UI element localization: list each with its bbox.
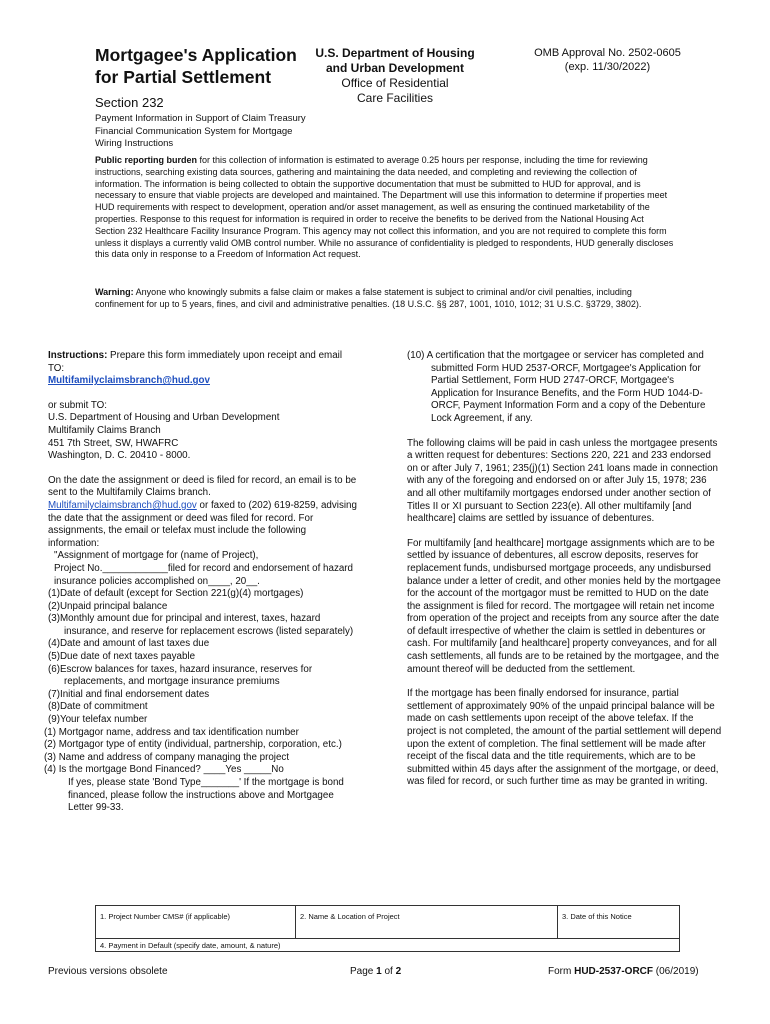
notice-date-field[interactable]: 3. Date of this Notice [562,912,632,921]
cash-claims-paragraph: The following claims will be paid in cash unless the mortgagee presents a written request for debentures: Sections 220, 221 and 233 endorsed on or after July 7, 1961; 235(j)(1) Section 241 loans made in connection with any of the foregoing and endorsed on or after July 15, 1978; 236 and all other multifamily mortgages endorsed under another section of Titles II or XI pursuant to Section 223(e). All other multifamily [and healthcare] claims are settled by issuance of debentures. [407,437,718,525]
title-block [95,44,310,151]
assignment-instructions: On the date the assignment or deed is filed for record, an email is to be sent to the Multifamily Claims branch. Multifamilyclaimsbranch@hud.gov or faxed to (202) 619-8259, advising the date that the assignment or deed was filed for record. For assignments, the email or telefax must include the following information: [48,474,357,549]
settlement-column [407,350,722,789]
required-info-item: (1)Date of default (except for Section 221(g)(4) mortgages) [48,588,304,600]
address-line: Multifamily Claims Branch [48,424,161,436]
assignment-quote-2: Project No.____________filed for record and endorsement of hazard insurance policies accomplished on____, 20__. [54,562,354,587]
form-title: Mortgagee's Application for Partial Settlement [95,45,297,87]
submit-label: or submit TO: [48,399,107,411]
form-row [96,906,679,939]
required-info-item: (4)Date and amount of last taxes due [48,638,210,650]
required-info-item: (9)Your telefax number [48,714,148,726]
public-reporting-burden: Public reporting burden for this collection of information is estimated to average 0.25 hours per response, including the time for reviewing instructions, searching existing data sources, gathering and maintaining the data needed, and completing and reviewing the collection of information. The information is being collected to obtain the supportive documentation that must be submitted to HUD for approval, and is necessary to ensure that viable projects are developed and maintained. The Department will use this information to determine if properties meet HUD requirements with respect to development, operation and/or asset management, as well as ensuring the continued marketability of the properties. Response to this request for information is required in order to receive the benefits to be derived from the National Housing Act Section 232 Healthcare Facility Insurance Program. This agency may not collect this information, and you are not required to complete this form unless it displays a currently valid OMB control number. While no assurance of confidentiality is pledged to respondents, HUD generally discloses this data only in response to a Freedom of Information Act request. [95,155,674,260]
required-info-item: (8)Date of commitment [48,701,148,713]
bond-instructions: If yes, please state 'Bond Type_______' If the mortgage is bond financed, please follow the instructions above and Mortgagee Letter 99-33. [68,777,344,814]
required-info-item: (6)Escrow balances for taxes, hazard insurance, reserves for replacements, and mortgage insurance premiums [48,663,313,688]
mortgagor-info-item: (2) Mortgagor type of entity (individual, partnership, corporation, etc.) [44,739,342,751]
payment-default-field[interactable]: 4. Payment in Default (specify date, amount, & nature) [100,941,281,950]
certification-item: (10) A certification that the mortgagee or servicer has completed and submitted Form HUD 2537-ORCF, Mortgagee's Application for Partial Settlement, Form HUD 2747-ORCF, Mortgagee's Application for Insurance Benefits, and the Form HUD 1044-D-ORCF, Payment Information Form and a copy of the Debenture Lock Agreement, if any. [407,350,706,424]
mortgagor-info-item: (4) Is the mortgage Bond Financed? ____Yes _____No [44,764,284,776]
address-line: U.S. Department of Housing and Urban Development [48,412,280,424]
partial-settlement-paragraph: If the mortgage has been finally endorsed for insurance, partial settlement of approximately 90% of the unpaid principal balance will be made on cash settlements upon receipt of the above telefax. If the project is not completed, the amount of the partial settlement will depend upon the extent of completion. The final settlement will be made after receipt of the fiscal data and the title requirements, which are to be submitted within 45 days after the assignment of the mortgage, or deed, was filed for record, or such further time as may be granted in writing. [407,688,722,788]
omb-approval: OMB Approval No. 2502-0605 (exp. 11/30/2022) [534,47,681,73]
project-number-field[interactable]: 1. Project Number CMS# (if applicable) [96,906,296,939]
required-info-item: (2)Unpaid principal balance [48,600,168,612]
page-indicator: Page 1 of 2 [350,966,402,977]
assignment-quote-1: "Assignment of mortgage for (name of Project), [54,550,259,562]
address-line: 451 7th Street, SW, HWAFRC [48,437,179,449]
claims-email-link-2[interactable]: Multifamilyclaimsbranch@hud.gov [48,499,197,511]
claims-email-link[interactable]: Multifamilyclaimsbranch@hud.gov [48,375,210,387]
agency-block: U.S. Department of Housing and Urban Development Office of Residential Care Facilities [315,46,475,105]
required-info-item: (7)Initial and final endorsement dates [48,688,210,700]
warning-notice: Warning: Anyone who knowingly submits a false claim or makes a false statement is subject to criminal and/or civil penalties, including confinement for up to 5 years, fines, and civil and administrative penalties. (18 U.S.C. §§ 287, 1001, 1010, 1012; 31 U.S.C. §3729, 3802). [95,287,642,309]
form-subtitle: Payment Information in Support of Claim Treasury Financial Communication System for Mortgage Wiring Instructions [95,113,306,149]
instructions-column [44,350,358,815]
form-number: Form HUD-2537-ORCF (06/2019) [548,966,699,977]
project-name-location-field[interactable]: 2. Name & Location of Project [296,906,558,939]
required-info-list [48,588,358,727]
required-info-item: (3)Monthly amount due for principal and interest, taxes, hazard insurance, and reserve for replacement escrows (listed separately) [48,613,354,637]
required-info-item: (5)Due date of next taxes payable [48,651,196,663]
footer-obsolete-note: Previous versions obsolete [48,966,168,977]
mortgagor-info-item: (3) Name and address of company managing the project [44,751,290,763]
mortgagor-info-item: (1) Mortgagor name, address and tax identification number [44,726,299,738]
section-label: Section 232 [95,95,164,110]
claim-form-table [95,905,680,952]
mortgagor-info-list [44,727,358,777]
debenture-paragraph: For multifamily [and healthcare] mortgage assignments which are to be settled by issuance of debentures, all escrow deposits, reserves for replacement funds, undisbursed mortgage proceeds, any undisbursed balance under a letter of credit, and other monies held by the mortgagee for the account of the mortgagor must be remitted to HUD on the date the assignment is filed for record. The mortgagee will retain net income from operation of the project and receipts from any source after the date of default irrespective of whether the claim is settled in debentures or cash. For multifamily [and healthcare] property conveyances, and for all cash settlements, all funds are to be retained by the mortgagee, and the amount thereof will be deducted from the settlement. [407,537,721,675]
address-line: Washington, D. C. 20410 - 8000. [48,450,191,462]
instructions-intro: Instructions: Prepare this form immediately upon receipt and email TO: [48,350,343,374]
